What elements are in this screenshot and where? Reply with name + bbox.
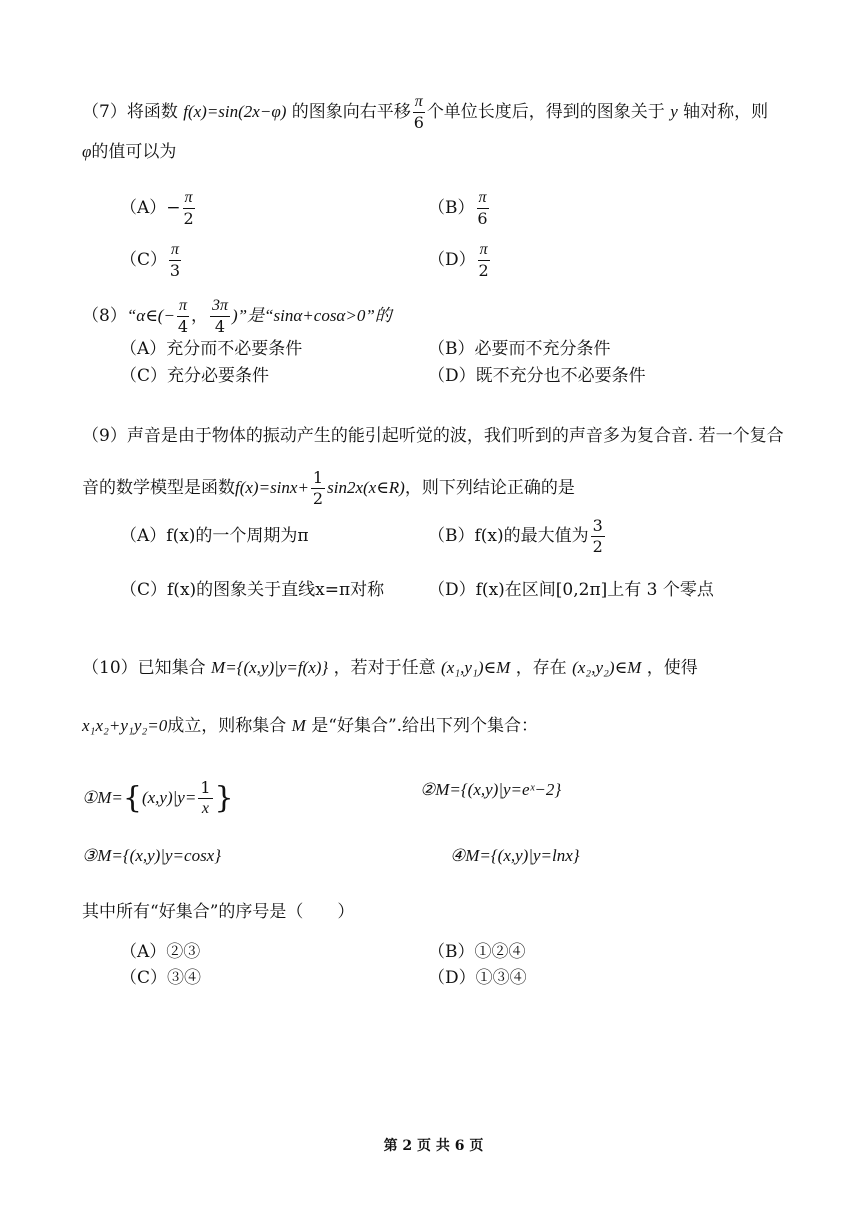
- q9-stem-line1: （9）声音是由于物体的振动产生的能引起听觉的波，我们听到的声音多为复合音. 若一个复合: [82, 426, 784, 446]
- q8-option-a: （A）充分而不必要条件: [120, 339, 303, 359]
- q10-set-4: ④M={(x,y)|y=lnx}: [450, 846, 580, 865]
- q10-set-3: ③M={(x,y)|y=cosx}: [82, 846, 222, 865]
- q10-option-d: （D）①③④: [428, 968, 527, 988]
- q10-set-1: ①M={(x,y)|y= $\frac{1}{x}$ }: [82, 778, 234, 817]
- q10-option-b: （B）①②④: [428, 942, 526, 962]
- q10-option-c: （C）③④: [120, 968, 202, 988]
- q7-option-b: （B） $\frac{\pi}{6}$: [428, 189, 488, 228]
- q10-stem-line2: x₁x₂+y₁y₂=0成立，则称集合 M 是“好集合”.给出下列个集合：: [82, 716, 539, 736]
- q7-stem-line2: φ的值可以为: [82, 142, 177, 162]
- q10-set-2: ②M={(x,y)|y=eˣ−2}: [420, 780, 562, 799]
- q7-option-c: （C） $\frac{\pi}{3}$: [120, 241, 181, 280]
- q7-option-a: （A）− $\frac{\pi}{2}$: [120, 189, 194, 228]
- q8-option-c: （C）充分必要条件: [120, 366, 270, 386]
- q8-option-b: （B）必要而不充分条件: [428, 339, 611, 359]
- q7-shift-fraction: $\frac{\pi}{6}$: [413, 93, 424, 132]
- q9-option-d: （D）f(x)在区间[0,2π]上有 3 个零点: [428, 580, 714, 600]
- q8-stem: （8）“α∈(− $\frac{\pi}{4}$ ， $\frac{3\pi}{4}$ )”是“sinα+cosα>0”的: [82, 297, 392, 336]
- q7-stem-line1: （7）将函数 f(x)=sin(2x−φ) 的图象向右平移 $\frac{\pi}{6}$ 个单位长度后，得到的图象关于 y 轴对称，则: [82, 93, 769, 132]
- q7-option-d: （D） $\frac{\pi}{2}$: [428, 241, 489, 280]
- q9-option-c: （C）f(x)的图象关于直线x=π对称: [120, 580, 385, 600]
- q10-stem-line1: （10）已知集合 M={(x,y)|y=f(x)} ，若对于任意 (x₁,y₁)∈M ，存在 (x₂,y₂)∈M ，使得: [82, 658, 698, 678]
- q10-option-a: （A）②③: [120, 942, 201, 962]
- q9-option-b: （B）f(x)的最大值为 $\frac{3}{2}$: [428, 516, 603, 556]
- q8-option-d: （D）既不充分也不必要条件: [428, 366, 646, 386]
- q9-stem-line2: 音的数学模型是函数f(x)=sinx+ $\frac{1}{2}$ sin2x(x∈R)，则下列结论正确的是: [82, 468, 575, 508]
- q10-question: 其中所有“好集合”的序号是（ ）: [82, 902, 355, 922]
- page-footer: 第 2 页 共 6 页: [383, 1138, 484, 1154]
- q9-option-a: （A）f(x)的一个周期为π: [120, 526, 309, 546]
